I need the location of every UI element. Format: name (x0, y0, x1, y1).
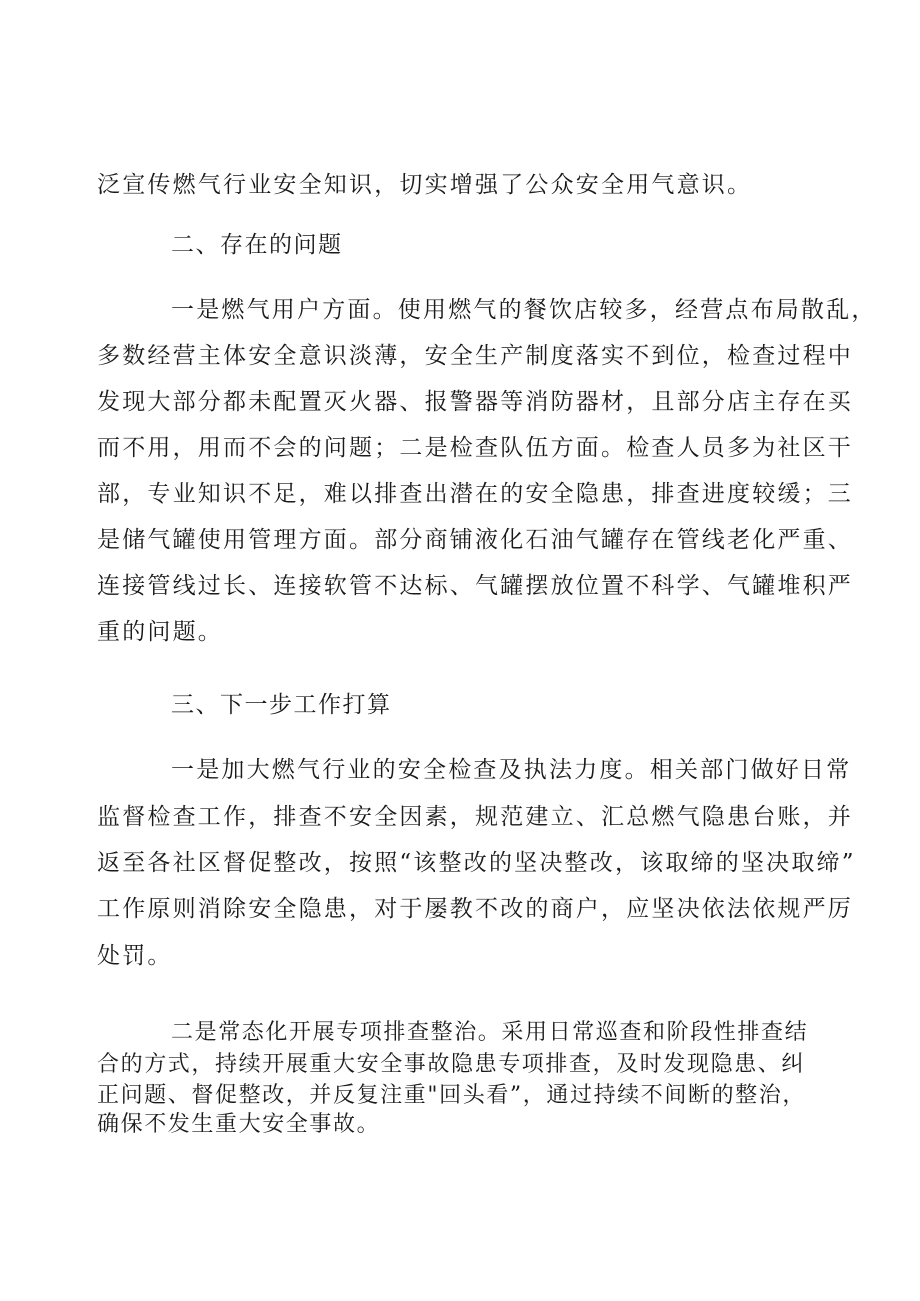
section3-p2-line: 正问题、督促整改，并反复注重"回头看”，通过持续不间断的整治， (97, 1083, 806, 1108)
section2-p1-line: 重的问题。 (97, 619, 223, 645)
section2-p1-line: 发现大部分都未配置灭火器、报警器等消防器材，且部分店主存在买 (97, 389, 853, 415)
intro-tail-line: 泛宣传燃气行业安全知识，切实增强了公众安全用气意识。 (97, 172, 753, 198)
section3-p1-line: 处罚。 (97, 943, 173, 969)
section2-p1-line: 部，专业知识不足，难以排查出潜在的安全隐患，排查进度较缓；三 (97, 481, 853, 507)
section2-heading: 二、存在的问题 (171, 232, 343, 258)
section3-p2-line: 二是常态化开展专项排查整治。采用日常巡查和阶段性排查结 (171, 1020, 809, 1045)
section2-p1-line: 而不用，用而不会的问题；二是检查队伍方面。检查人员多为社区干 (97, 435, 853, 461)
section3-p1-line: 一是加大燃气行业的安全检查及执法力度。相关部门做好日常 (171, 757, 852, 783)
section2-p1-line: 连接管线过长、连接软管不达标、气罐摆放位置不科学、气罐堆积严 (97, 573, 853, 599)
section2-p1-line: 一是燃气用户方面。使用燃气的餐饮店较多，经营点布局散乱， (171, 297, 877, 323)
section3-p2-line: 合的方式，持续开展重大安全事故隐患专项排查，及时发现隐患、纠 (97, 1052, 806, 1077)
section2-p1-line: 是储气罐使用管理方面。部分商铺液化石油气罐存在管线老化严重、 (97, 527, 853, 553)
section2-p1-line: 多数经营主体安全意识淡薄，安全生产制度落实不到位，检查过程中 (97, 343, 853, 369)
section3-p1-line: 工作原则消除安全隐患，对于屡教不改的商户，应坚决依法依规严厉 (97, 896, 853, 922)
section3-p1-line: 返至各社区督促整改，按照“该整改的坚决整改，该取缔的坚决取缔” (97, 850, 856, 876)
section3-heading: 三、下一步工作打算 (171, 692, 392, 718)
section3-p2-line: 确保不发生重大安全事故。 (97, 1112, 381, 1137)
section3-p1-line: 监督检查工作，排查不安全因素，规范建立、汇总燃气隐患台账，并 (97, 804, 853, 830)
